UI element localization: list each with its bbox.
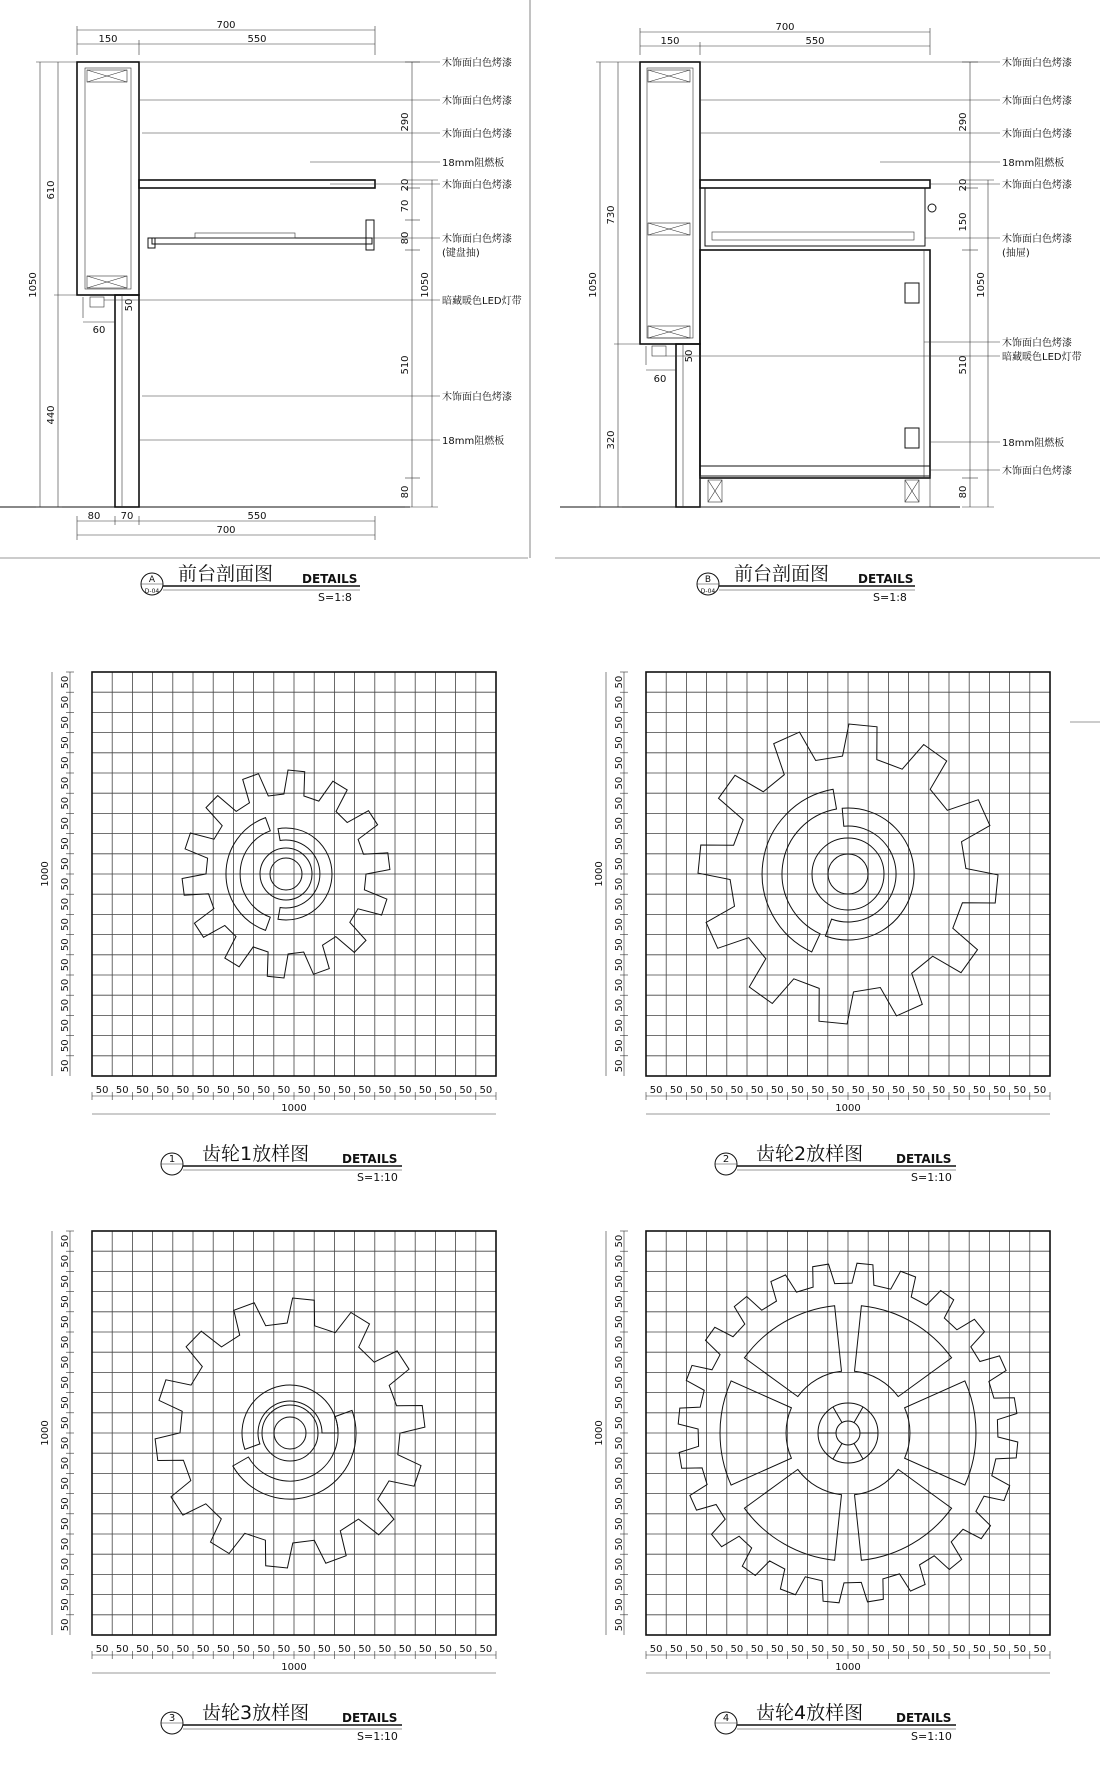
dim-cell-label: 50 <box>614 857 625 871</box>
dim-cell-label: 50 <box>418 1644 432 1655</box>
dim-cell-label: 50 <box>614 756 625 770</box>
gear-number: 3 <box>168 1713 176 1724</box>
dim-cell-label: 50 <box>614 918 625 931</box>
dim-cell-label: 50 <box>338 1644 351 1655</box>
led-strip <box>90 297 104 307</box>
dim-cell-label: 50 <box>317 1644 331 1655</box>
dim-cell-label: 50 <box>831 1644 845 1655</box>
dim-cell-label: 50 <box>614 1355 625 1369</box>
dim-left-chain <box>40 1231 74 1635</box>
dim-b-top-left: 150 <box>660 36 680 47</box>
dim-cell-label: 50 <box>378 1085 392 1096</box>
dim-cell-label: 50 <box>993 1644 1006 1655</box>
dim-b-top-total: 700 <box>775 22 795 33</box>
dim-right-5: 510 <box>400 355 411 375</box>
dim-right-2: 20 <box>400 178 411 192</box>
section-b-drawing <box>560 22 1082 604</box>
dim-cell-label: 50 <box>60 1039 71 1053</box>
dim-cell-label: 50 <box>156 1085 170 1096</box>
dim-b-top-right: 550 <box>805 36 825 47</box>
dim-size-label: 1000 <box>594 1420 605 1446</box>
dim-cell-label: 50 <box>60 897 71 911</box>
note-b-7: (抽屉) <box>1002 248 1030 259</box>
dim-cell-label: 50 <box>60 998 71 1012</box>
dim-cell-label: 50 <box>614 1578 625 1591</box>
dim-cell-label: 50 <box>1033 1085 1047 1096</box>
dim-cell-label: 50 <box>196 1085 210 1096</box>
dim-cell-label: 50 <box>614 817 625 830</box>
note-b-9: 暗藏暖色LED灯带 <box>1002 352 1082 363</box>
dim-cell-label: 50 <box>60 1335 71 1349</box>
dim-cell-label: 50 <box>60 1578 71 1591</box>
bubble-a-bottom: D-04 <box>144 588 160 595</box>
dim-cell-label: 50 <box>614 736 625 750</box>
dim-bottom-1: 80 <box>87 511 101 522</box>
dim-cell-label: 50 <box>614 1039 625 1053</box>
dim-cell-label: 50 <box>614 776 625 790</box>
dim-cell-label: 50 <box>60 877 71 891</box>
dim-cell-label: 50 <box>60 837 71 851</box>
gear-details: DETAILS <box>342 1152 398 1166</box>
dim-bottom-3: 550 <box>247 511 267 522</box>
dim-left-chain <box>594 1231 628 1635</box>
dim-cell-label: 50 <box>871 1085 885 1096</box>
gear-details: DETAILS <box>342 1711 398 1725</box>
dim-bottom-2: 70 <box>120 511 134 522</box>
dim-top-left: 150 <box>98 34 118 45</box>
dim-misc-50: 50 <box>124 298 135 312</box>
dim-b-left-total: 1050 <box>588 272 599 298</box>
dim-size-label: 1000 <box>40 1420 51 1446</box>
dim-cell-label: 50 <box>710 1085 724 1096</box>
dim-cell-label: 50 <box>60 1376 71 1389</box>
dim-cell-label: 50 <box>1013 1644 1027 1655</box>
dim-cell-label: 50 <box>60 1598 71 1612</box>
dim-cell-label: 50 <box>60 1618 71 1632</box>
gear-2-panel <box>594 672 1050 1184</box>
bubble-b-bottom: D-04 <box>700 588 716 595</box>
dim-cell-label: 50 <box>60 1355 71 1369</box>
note-a-9: 木饰面白色烤漆 <box>442 392 512 403</box>
note-a-3: 木饰面白色烤漆 <box>442 129 512 140</box>
dim-cell-label: 50 <box>669 1085 683 1096</box>
leaders-a <box>104 62 440 440</box>
dim-cell-label: 50 <box>1033 1644 1047 1655</box>
section-b-title: 前台剖面图 <box>734 563 830 585</box>
dim-bottom-chain <box>646 1085 1050 1114</box>
upper-panel-inner <box>85 68 131 289</box>
dim-cell-label: 50 <box>338 1085 351 1096</box>
dim-cell-label: 50 <box>277 1644 291 1655</box>
dim-cell-label: 50 <box>912 1644 926 1655</box>
dim-cell-label: 50 <box>770 1085 784 1096</box>
dim-b-right-6: 80 <box>958 485 969 499</box>
dim-cell-label: 50 <box>669 1644 683 1655</box>
dim-cell-label: 50 <box>95 1085 109 1096</box>
dim-left-total: 1050 <box>28 272 39 298</box>
dim-cell-label: 50 <box>770 1644 784 1655</box>
dim-cell-label: 50 <box>614 958 625 972</box>
note-a-5: 木饰面白色烤漆 <box>442 180 512 191</box>
dim-cell-label: 50 <box>912 1085 926 1096</box>
dim-cell-label: 50 <box>257 1644 271 1655</box>
layout-grid <box>646 1231 1050 1635</box>
dim-right-total: 1050 <box>420 272 431 298</box>
dim-misc-60: 60 <box>92 325 106 336</box>
gear-title-block <box>161 1143 402 1184</box>
dim-cell-label: 50 <box>892 1644 905 1655</box>
note-a-2: 木饰面白色烤漆 <box>442 96 512 107</box>
dim-cell-label: 50 <box>459 1085 473 1096</box>
dim-cell-label: 50 <box>831 1085 845 1096</box>
dim-cell-label: 50 <box>358 1085 372 1096</box>
dim-top-right: 550 <box>247 34 267 45</box>
section-b-scale: S=1:8 <box>873 591 907 604</box>
section-a-title: 前台剖面图 <box>178 563 274 585</box>
dim-cell-label: 50 <box>317 1085 331 1096</box>
dim-cell-label: 50 <box>614 998 625 1012</box>
dim-cell-label: 50 <box>60 857 71 871</box>
note-a-4: 18mm阻燃板 <box>442 158 505 169</box>
dim-left-lower: 440 <box>46 405 57 425</box>
leaders-b <box>666 62 1000 470</box>
dim-cell-label: 50 <box>614 695 625 709</box>
dim-cell-label: 50 <box>60 1019 71 1032</box>
dim-size-label: 1000 <box>40 861 51 887</box>
dim-cell-label: 50 <box>60 1517 71 1531</box>
cabinet-body <box>700 250 930 478</box>
dim-cell-label: 50 <box>614 675 625 689</box>
gear-title: 齿轮3放样图 <box>202 1702 310 1724</box>
gear-title-block <box>715 1702 956 1743</box>
dim-cell-label: 50 <box>614 1295 625 1309</box>
drawer-box <box>705 188 925 246</box>
dim-cell-label: 50 <box>614 1436 625 1450</box>
dim-cell-label: 50 <box>297 1644 311 1655</box>
keyboard-drawer <box>152 238 372 244</box>
dim-cell-label: 50 <box>791 1644 804 1655</box>
dim-cell-label: 50 <box>690 1644 703 1655</box>
gear-title: 齿轮1放样图 <box>202 1143 310 1165</box>
gear-scale: S=1:10 <box>911 1171 952 1184</box>
dim-cell-label: 50 <box>136 1644 149 1655</box>
note-a-8: 暗藏暖色LED灯带 <box>442 296 522 307</box>
dim-size-label: 1000 <box>281 1103 307 1114</box>
dim-right-3: 70 <box>400 199 411 213</box>
dim-cell-label: 50 <box>952 1085 966 1096</box>
dim-cell-label: 50 <box>439 1085 452 1096</box>
dim-cell-label: 50 <box>614 1517 625 1531</box>
counter-top-b <box>700 180 930 188</box>
dim-cell-label: 50 <box>750 1085 764 1096</box>
dim-b-misc-60: 60 <box>653 374 667 385</box>
dim-cell-label: 50 <box>614 1618 625 1632</box>
dim-cell-label: 50 <box>614 1557 625 1571</box>
gear-scale: S=1:10 <box>357 1730 398 1743</box>
dim-cell-label: 50 <box>871 1644 885 1655</box>
dim-cell-label: 50 <box>60 1537 71 1551</box>
dim-b-misc-50: 50 <box>684 349 695 363</box>
dim-b-right-total: 1050 <box>976 272 987 298</box>
dim-cell-label: 50 <box>156 1644 170 1655</box>
dim-cell-label: 50 <box>614 716 625 729</box>
dim-cell-label: 50 <box>60 796 71 810</box>
dim-cell-label: 50 <box>60 776 71 790</box>
dim-cell-label: 50 <box>614 1335 625 1349</box>
dim-cell-label: 50 <box>614 1059 625 1073</box>
dim-left-chain <box>40 672 74 1076</box>
dim-cell-label: 50 <box>398 1085 412 1096</box>
dim-size-label: 1000 <box>835 1103 861 1114</box>
dim-b-right-5: 510 <box>958 355 969 375</box>
dim-cell-label: 50 <box>257 1085 271 1096</box>
dim-b-right-1: 290 <box>958 112 969 132</box>
tall-panel <box>640 62 700 344</box>
gear-number: 4 <box>722 1713 730 1724</box>
dim-left-chain <box>594 672 628 1076</box>
dim-cell-label: 50 <box>932 1644 946 1655</box>
section-a-title-block <box>141 563 360 604</box>
gear-1-panel <box>40 672 496 1184</box>
gear-scale: S=1:10 <box>357 1171 398 1184</box>
dim-top-total: 700 <box>216 20 236 31</box>
dim-bottom-chain <box>92 1644 496 1673</box>
lower-leg <box>115 295 139 507</box>
dim-cell-label: 50 <box>614 1598 625 1612</box>
dim-cell-label: 50 <box>649 1644 663 1655</box>
dim-cell-label: 50 <box>614 978 625 992</box>
gear-scale: S=1:10 <box>911 1730 952 1743</box>
layout-grid <box>92 672 496 1076</box>
dim-cell-label: 50 <box>649 1085 663 1096</box>
section-b-title-block <box>697 563 915 604</box>
note-a-6: 木饰面白色烤漆 <box>442 234 512 245</box>
dim-cell-label: 50 <box>60 1416 71 1430</box>
dim-cell-label: 50 <box>378 1644 392 1655</box>
dim-cell-label: 50 <box>398 1644 412 1655</box>
gear-number: 1 <box>168 1154 176 1165</box>
dim-b-left-upper: 730 <box>606 205 617 225</box>
dim-cell-label: 50 <box>972 1085 986 1096</box>
dim-cell-label: 50 <box>479 1085 493 1096</box>
dim-cell-label: 50 <box>60 1456 71 1470</box>
dim-cell-label: 50 <box>418 1085 432 1096</box>
lower-leg-b <box>676 344 700 507</box>
dim-cell-label: 50 <box>115 1085 129 1096</box>
dim-bottom-chain <box>92 1085 496 1114</box>
dim-cell-label: 50 <box>614 837 625 851</box>
gear-details: DETAILS <box>896 1152 952 1166</box>
dim-cell-label: 50 <box>60 1557 71 1571</box>
dim-cell-label: 50 <box>690 1085 703 1096</box>
dim-cell-label: 50 <box>1013 1085 1027 1096</box>
section-a-drawing <box>0 20 522 604</box>
dim-cell-label: 50 <box>750 1644 764 1655</box>
dim-cell-label: 50 <box>614 897 625 911</box>
dim-cell-label: 50 <box>614 877 625 891</box>
note-b-5: 木饰面白色烤漆 <box>1002 180 1072 191</box>
upper-panel <box>77 62 139 295</box>
dim-left-upper: 610 <box>46 180 57 200</box>
note-b-10: 18mm阻燃板 <box>1002 438 1065 449</box>
note-a-1: 木饰面白色烤漆 <box>442 58 512 69</box>
dim-cell-label: 50 <box>811 1644 825 1655</box>
dim-cell-label: 50 <box>60 736 71 750</box>
note-b-3: 木饰面白色烤漆 <box>1002 129 1072 140</box>
dim-size-label: 1000 <box>594 861 605 887</box>
dim-b-left-lower: 320 <box>606 430 617 450</box>
dim-cell-label: 50 <box>730 1085 744 1096</box>
dim-cell-label: 50 <box>614 938 625 952</box>
note-b-2: 木饰面白色烤漆 <box>1002 96 1072 107</box>
note-b-1: 木饰面白色烤漆 <box>1002 58 1072 69</box>
gear-3-panel <box>40 1231 496 1743</box>
dim-cell-label: 50 <box>60 716 71 729</box>
dim-cell-label: 50 <box>60 1275 71 1288</box>
bubble-a-top: A <box>148 575 156 585</box>
dim-cell-label: 50 <box>60 1295 71 1309</box>
dim-cell-label: 50 <box>932 1085 946 1096</box>
dim-cell-label: 50 <box>892 1085 905 1096</box>
dim-cell-label: 50 <box>297 1085 311 1096</box>
dim-bottom-chain <box>646 1644 1050 1673</box>
dim-cell-label: 50 <box>972 1644 986 1655</box>
dim-right-6: 80 <box>400 485 411 499</box>
dim-cell-label: 50 <box>60 1477 71 1490</box>
dim-cell-label: 50 <box>811 1085 825 1096</box>
dim-cell-label: 50 <box>730 1644 744 1655</box>
dim-bottom-total: 700 <box>216 525 236 536</box>
dim-cell-label: 50 <box>277 1085 291 1096</box>
section-b-details: DETAILS <box>858 572 914 586</box>
dim-cell-label: 50 <box>614 1497 625 1511</box>
dim-cell-label: 50 <box>115 1644 129 1655</box>
dim-cell-label: 50 <box>60 1059 71 1073</box>
dim-cell-label: 50 <box>216 1085 230 1096</box>
dim-cell-label: 50 <box>614 1537 625 1551</box>
dim-cell-label: 50 <box>710 1644 724 1655</box>
gear-title: 齿轮4放样图 <box>756 1702 864 1724</box>
dim-cell-label: 50 <box>176 1085 190 1096</box>
note-a-7: (键盘抽) <box>442 248 480 259</box>
dim-right-1: 290 <box>400 112 411 132</box>
dim-cell-label: 50 <box>60 1436 71 1450</box>
dim-cell-label: 50 <box>993 1085 1006 1096</box>
dim-size-label: 1000 <box>835 1662 861 1673</box>
dim-cell-label: 50 <box>851 1644 865 1655</box>
dim-cell-label: 50 <box>60 978 71 992</box>
dim-cell-label: 50 <box>479 1644 493 1655</box>
dim-cell-label: 50 <box>60 1396 71 1410</box>
dim-cell-label: 50 <box>60 958 71 972</box>
plinth-b <box>700 476 930 507</box>
note-b-4: 18mm阻燃板 <box>1002 158 1065 169</box>
section-a-details: DETAILS <box>302 572 358 586</box>
note-b-8: 木饰面白色烤漆 <box>1002 338 1072 349</box>
dim-cell-label: 50 <box>358 1644 372 1655</box>
dim-cell-label: 50 <box>614 1254 625 1268</box>
gear-number: 2 <box>722 1154 730 1165</box>
dim-b-right-2: 20 <box>958 178 969 192</box>
dim-cell-label: 50 <box>614 1416 625 1430</box>
dim-cell-label: 50 <box>60 675 71 689</box>
gear-title-block <box>715 1143 956 1184</box>
gear-title: 齿轮2放样图 <box>756 1143 864 1165</box>
dim-cell-label: 50 <box>952 1644 966 1655</box>
dim-cell-label: 50 <box>60 817 71 830</box>
dim-cell-label: 50 <box>614 1396 625 1410</box>
dim-cell-label: 50 <box>459 1644 473 1655</box>
dim-cell-label: 50 <box>614 1019 625 1032</box>
bubble-b-top: B <box>704 575 712 585</box>
dim-cell-label: 50 <box>614 1315 625 1329</box>
dim-right-4: 80 <box>400 231 411 245</box>
dim-cell-label: 50 <box>237 1085 250 1096</box>
layout-grid <box>646 672 1050 1076</box>
dim-cell-label: 50 <box>60 918 71 931</box>
dim-cell-label: 50 <box>614 1456 625 1470</box>
dim-cell-label: 50 <box>136 1085 149 1096</box>
dim-cell-label: 50 <box>60 1254 71 1268</box>
dim-cell-label: 50 <box>614 1376 625 1389</box>
dim-cell-label: 50 <box>216 1644 230 1655</box>
dim-cell-label: 50 <box>60 1497 71 1511</box>
note-b-11: 木饰面白色烤漆 <box>1002 466 1072 477</box>
dim-cell-label: 50 <box>60 1234 71 1248</box>
dim-cell-label: 50 <box>851 1085 865 1096</box>
dim-cell-label: 50 <box>614 1477 625 1490</box>
note-b-6: 木饰面白色烤漆 <box>1002 234 1072 245</box>
gear-title-block <box>161 1702 402 1743</box>
gear-4-panel <box>594 1231 1050 1743</box>
dim-cell-label: 50 <box>176 1644 190 1655</box>
dim-cell-label: 50 <box>614 1275 625 1288</box>
dim-cell-label: 50 <box>60 1315 71 1329</box>
layout-grid <box>92 1231 496 1635</box>
dim-cell-label: 50 <box>60 756 71 770</box>
dim-cell-label: 50 <box>791 1085 804 1096</box>
dim-cell-label: 50 <box>614 1234 625 1248</box>
dim-b-right-3: 150 <box>958 212 969 232</box>
dim-cell-label: 50 <box>95 1644 109 1655</box>
dim-cell-label: 50 <box>60 938 71 952</box>
dim-cell-label: 50 <box>614 796 625 810</box>
dim-size-label: 1000 <box>281 1662 307 1673</box>
note-a-10: 18mm阻燃板 <box>442 436 505 447</box>
section-a-scale: S=1:8 <box>318 591 352 604</box>
dim-cell-label: 50 <box>196 1644 210 1655</box>
gear-details: DETAILS <box>896 1711 952 1725</box>
dim-cell-label: 50 <box>237 1644 250 1655</box>
dim-cell-label: 50 <box>60 695 71 709</box>
dim-cell-label: 50 <box>439 1644 452 1655</box>
